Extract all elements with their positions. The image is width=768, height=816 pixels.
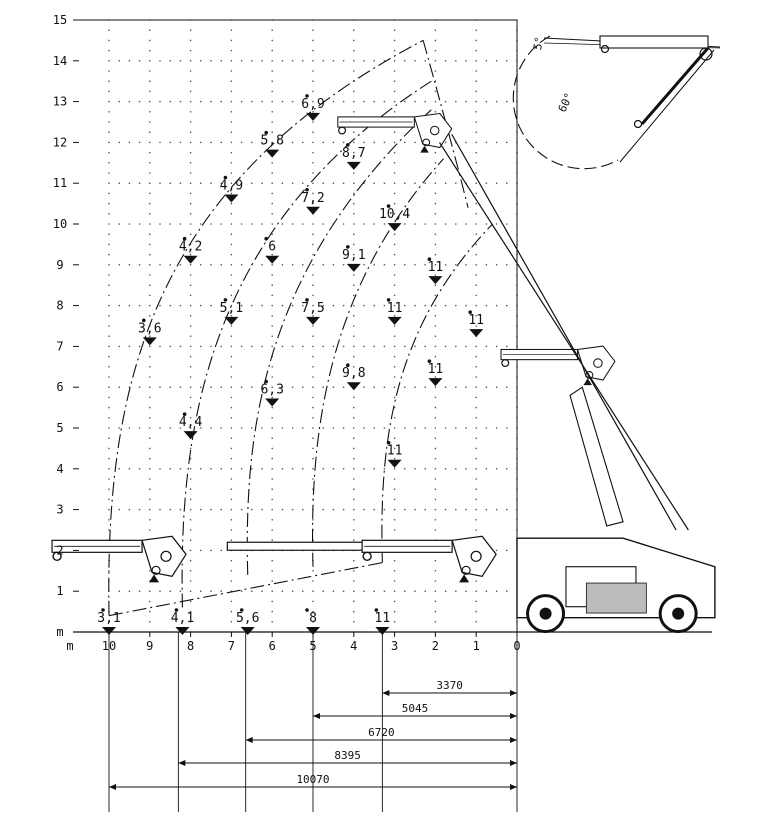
reach-dimension	[246, 632, 517, 812]
capacity-marker	[301, 188, 324, 215]
reach-dimension	[313, 632, 517, 812]
weight-triangle-icon	[184, 431, 198, 439]
capacity-marker	[220, 298, 243, 325]
weight-triangle-icon	[306, 113, 320, 121]
x-tick-label: 10	[101, 639, 117, 653]
capacity-value: 4,1	[170, 611, 195, 626]
dimension-value: 6720	[368, 726, 395, 739]
capacity-value: 9,8	[342, 366, 366, 382]
x-tick-label: 8	[186, 639, 195, 653]
main-boom-line	[452, 134, 676, 530]
side-panel	[586, 583, 646, 613]
weight-triangle-icon	[388, 317, 402, 325]
capacity-value: 10,4	[378, 207, 411, 223]
weight-triangle-icon	[428, 276, 442, 284]
x-tick-label: 9	[146, 639, 154, 653]
arrowhead-icon	[510, 760, 517, 766]
capacity-value: 5,6	[235, 611, 260, 626]
dimension-value: 5045	[401, 702, 429, 715]
crane-illustration	[52, 114, 715, 632]
y-tick-label: 6	[56, 380, 64, 395]
weight-triangle-icon	[347, 264, 361, 272]
capacity-value: 8	[309, 611, 317, 626]
capacity-value: 3,6	[138, 321, 162, 337]
capacity-marker	[301, 298, 324, 325]
arrowhead-icon	[313, 713, 320, 719]
hook-icon	[339, 127, 346, 134]
capacity-value: 5,1	[219, 300, 244, 316]
x-tick-label: 0	[513, 639, 521, 653]
weight-triangle-icon	[265, 150, 279, 158]
weight-triangle-icon	[306, 317, 320, 325]
y-tick-label: 10	[52, 217, 68, 231]
knuckle-joint	[452, 536, 496, 576]
knuckle-joint	[142, 536, 186, 576]
weight-triangle-icon	[469, 329, 483, 337]
weight-triangle-icon	[184, 256, 198, 264]
arrowhead-icon	[382, 690, 389, 696]
y-tick-label: 9	[56, 257, 64, 272]
capacity-marker	[428, 359, 444, 386]
x-tick-label: 2	[431, 639, 440, 653]
capacity-value: 6,3	[260, 382, 284, 398]
capacity-value: 11	[386, 300, 403, 316]
capacity-value: 6,9	[301, 96, 325, 112]
axis-ticks	[53, 13, 521, 653]
weight-triangle-icon	[428, 378, 442, 386]
x-tick-label: 6	[268, 639, 276, 653]
reach-arc	[247, 110, 431, 575]
arrowhead-icon	[510, 713, 517, 719]
angle-label: 5°	[531, 35, 547, 52]
y-tick-label: 7	[56, 339, 64, 354]
y-tick-label: 5	[56, 421, 64, 435]
capacity-marker	[236, 608, 259, 635]
capacity-value: 11	[427, 362, 444, 378]
weight-triangle-icon	[175, 627, 189, 635]
capacity-value: 7,5	[301, 300, 325, 316]
crane-head-left	[52, 536, 186, 582]
capacity-marker	[179, 237, 202, 264]
weight-triangle-icon	[143, 337, 157, 345]
hook-icon	[502, 360, 509, 367]
capacity-marker	[342, 245, 365, 272]
angle-reference-line	[620, 50, 714, 162]
weight-triangle-icon	[224, 195, 238, 203]
capacity-value: 6	[268, 239, 277, 255]
capacity-marker	[260, 131, 283, 158]
angle-label: 60°	[555, 90, 576, 115]
arrowhead-icon	[510, 737, 517, 743]
y-tick-label: 3	[56, 502, 64, 517]
capacity-value: 4,4	[178, 415, 203, 431]
x-axis-unit: m	[66, 639, 74, 653]
capacity-marker	[260, 380, 283, 407]
capacity-value: 11	[468, 313, 485, 329]
y-axis-unit: m	[56, 625, 64, 639]
y-tick-label: 8	[56, 298, 64, 313]
capacity-value: 4,2	[178, 239, 203, 255]
hook-icon	[363, 552, 371, 560]
y-tick-label: 4	[56, 461, 64, 476]
weight-triangle-icon	[265, 399, 279, 407]
arrowhead-icon	[246, 737, 253, 743]
capacity-marker	[379, 204, 410, 231]
capacity-marker	[375, 608, 391, 635]
front-wheel-hub	[540, 608, 552, 620]
capacity-value: 11	[386, 443, 403, 459]
x-tick-label: 7	[227, 639, 236, 653]
capacity-marker	[342, 143, 365, 170]
y-tick-label: 2	[56, 543, 64, 558]
angle-inset	[513, 36, 720, 169]
inset-jib	[600, 36, 708, 48]
x-tick-label: 1	[472, 639, 480, 653]
inset-boom	[642, 48, 708, 124]
hook-block	[149, 574, 159, 582]
capacity-marker	[138, 319, 161, 346]
arrowhead-icon	[510, 690, 517, 696]
capacity-marker	[220, 176, 243, 203]
knuckle-joint	[578, 346, 615, 380]
y-tick-label: 13	[52, 94, 68, 109]
dimension-value: 10070	[296, 773, 330, 786]
capacity-marker	[97, 608, 120, 635]
y-tick-label: 1	[56, 584, 64, 599]
x-tick-label: 5	[309, 639, 317, 653]
capacity-marker	[305, 608, 320, 635]
weight-triangle-icon	[265, 256, 279, 264]
hook-block	[420, 146, 429, 153]
rear-wheel-hub	[672, 608, 684, 620]
capacity-marker	[171, 608, 194, 635]
weight-triangle-icon	[241, 627, 255, 635]
hook-block	[459, 574, 469, 582]
capacity-value: 5,8	[260, 133, 284, 149]
arrowhead-icon	[178, 760, 185, 766]
weight-triangle-icon	[306, 207, 320, 215]
x-tick-label: 3	[390, 639, 399, 653]
arrowhead-icon	[510, 784, 517, 790]
reach-arc	[182, 81, 431, 607]
capacity-value: 9,1	[342, 247, 366, 263]
extended-jib	[227, 542, 382, 550]
weight-triangle-icon	[388, 223, 402, 231]
weight-triangle-icon	[347, 162, 361, 170]
weight-triangle-icon	[388, 460, 402, 468]
capacity-value: 11	[374, 611, 391, 626]
y-tick-label: 12	[52, 135, 68, 150]
capacity-value: 3,1	[97, 611, 121, 626]
capacity-marker	[264, 237, 279, 264]
y-tick-label: 11	[52, 176, 68, 191]
crane-head-mid	[501, 346, 615, 385]
capacity-marker	[468, 310, 484, 337]
reach-dimension	[382, 632, 517, 812]
weight-triangle-icon	[347, 382, 361, 390]
capacity-value: 4,9	[219, 178, 244, 194]
y-tick-label: 15	[52, 13, 68, 27]
capacity-value: 11	[427, 260, 444, 276]
capacity-value: 8,7	[342, 145, 366, 161]
reach-dimension	[178, 632, 517, 812]
capacity-value: 7,2	[301, 190, 325, 206]
reach-dimensions	[109, 632, 517, 812]
capacity-marker	[179, 412, 203, 439]
capacity-marker	[342, 363, 365, 390]
hook-icon	[635, 121, 642, 128]
weight-triangle-icon	[224, 317, 238, 325]
dimension-value: 8395	[334, 749, 361, 762]
arrowhead-icon	[109, 784, 116, 790]
x-tick-label: 4	[350, 639, 358, 653]
y-tick-label: 14	[52, 53, 68, 68]
capacity-marker	[387, 441, 403, 468]
lift-cylinder	[570, 387, 623, 526]
capacity-marker	[387, 298, 403, 325]
dimension-value: 3370	[436, 679, 463, 692]
capacity-marker	[428, 257, 444, 284]
